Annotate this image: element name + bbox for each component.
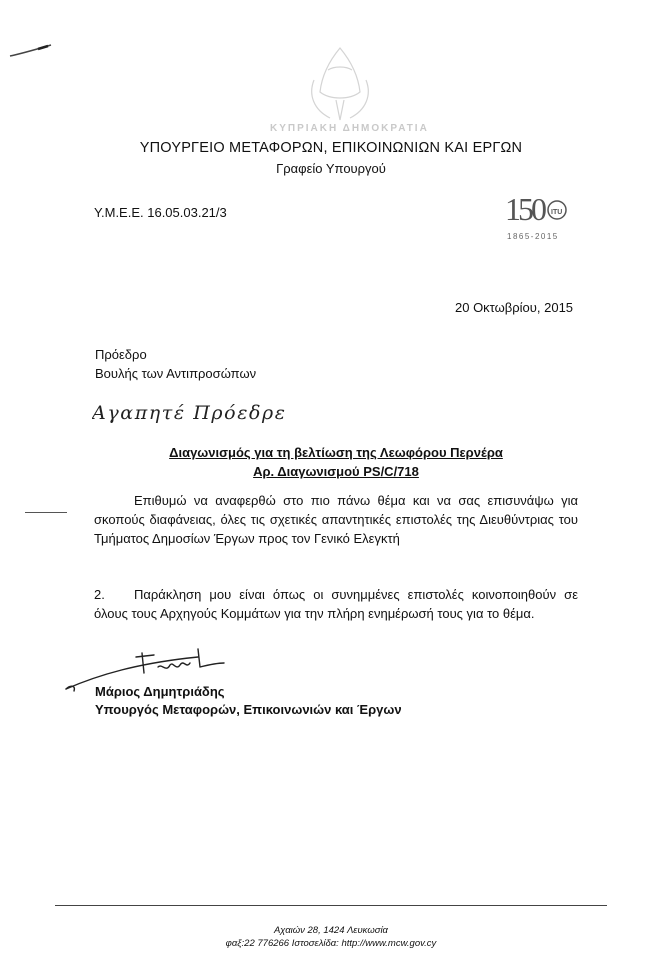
recipient-line-2: Βουλής των Αντιπροσώπων bbox=[95, 366, 257, 381]
handwritten-greeting bbox=[92, 395, 292, 430]
body-paragraph-1: Επιθυμώ να αναφερθώ στο πιο πάνω θέμα και να σας επισυνάψω για σκοπούς διαφάνειας, όλες τις σχετικές απαντητικές επιστολές της Διευθύντριας του Τμήματος Δημοσίων Έργων προς τον Γενικό Ελεγκτή bbox=[94, 493, 578, 546]
margin-divider bbox=[25, 512, 67, 513]
ministry-title: ΥΠΟΥΡΓΕΙΟ ΜΕΤΑΦΟΡΩΝ, ΕΠΙΚΟΙΝΩΝΙΩΝ ΚΑΙ ΕΡΓΩΝ bbox=[139, 140, 523, 156]
faint-letterhead-text: ΚΥΠΡΙΑΚΗ ΔΗΜΟΚΡΑΤΙΑ bbox=[270, 123, 429, 134]
logo-number: 150 bbox=[505, 191, 544, 227]
reference-number: Υ.Μ.Ε.Ε. 16.05.03.21/3 bbox=[94, 205, 227, 220]
signatory-title: Υπουργός Μεταφορών, Επικοινωνιών και Έργων bbox=[95, 702, 402, 717]
coat-of-arms-icon bbox=[300, 40, 380, 130]
footer-contact: φαξ:22 776266 Ιστοσελίδα: http://www.mcw.gov.cy bbox=[225, 938, 437, 949]
logo-org: ITU bbox=[551, 209, 563, 216]
recipient-line-1: Πρόεδρο bbox=[95, 347, 147, 362]
greeting-text: Αγαπητέ Πρόεδρε bbox=[92, 402, 288, 424]
letter-date: 20 Οκτωβρίου, 2015 bbox=[455, 300, 574, 315]
paragraph-2-text: Παράκληση μου είναι όπως οι συνημμένες επιστολές κοινοποιηθούν σε όλους τους Αρχηγούς Κομμάτων για την πλήρη ενημέρωσή τους για το θέμα. bbox=[94, 587, 578, 621]
body-paragraph-2 bbox=[94, 585, 578, 623]
signatory-name: Μάριος Δημητριάδης bbox=[95, 684, 225, 699]
footer-address: Αχαιών 28, 1424 Λευκωσία bbox=[274, 925, 388, 936]
subject-line-2: Αρ. Διαγωνισμού PS/C/718 bbox=[253, 464, 419, 479]
subject-line-1: Διαγωνισμός για τη βελτίωση της Λεωφόρου Περνέρα bbox=[169, 445, 503, 460]
scan-mark-icon bbox=[8, 42, 53, 62]
footer-divider bbox=[55, 905, 607, 906]
office-title: Γραφείο Υπουργού bbox=[276, 161, 386, 176]
itu-150-logo-icon bbox=[505, 190, 571, 242]
paragraph-number: 2. bbox=[94, 587, 105, 602]
logo-years: 1865-2015 bbox=[507, 232, 559, 241]
